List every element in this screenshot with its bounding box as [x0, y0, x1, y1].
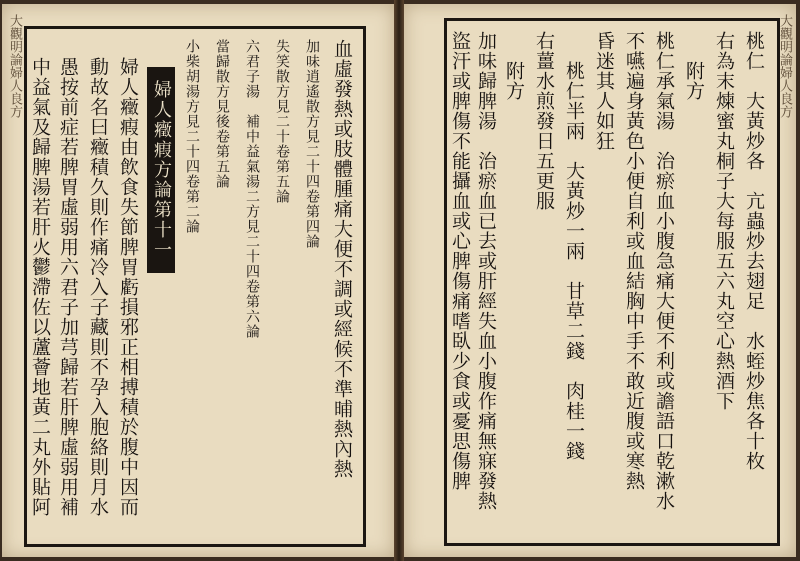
right-col-11: 盜汗或脾傷不能攝血或心脾傷痛嗜臥少食或憂思傷脾: [449, 31, 471, 491]
left-col-6: 小柴胡湯方見二十四卷第二論: [184, 39, 200, 234]
right-page-frame: [444, 18, 780, 546]
left-col-9: 愚按前症若脾胃虛弱用六君子加芎歸若肝脾虛弱用補: [57, 57, 79, 517]
left-col-2: 加味逍遙散方見二十四卷第四論: [304, 39, 320, 249]
left-col-5: 當歸散方見後卷第五論: [214, 39, 230, 189]
right-margin-text: 大觀明論婦人良方: [777, 14, 792, 118]
left-col-8: 動故名曰癥積久則作痛冷入子藏則不孕入胞絡則月水: [87, 57, 109, 517]
right-col-2: 右為末煉蜜丸桐子大每服五六丸空心熱酒下: [713, 31, 735, 411]
left-col-4: 六君子湯 補中益氣湯二方見二十四卷第六論: [244, 39, 260, 339]
right-col-1: 桃仁 大黃炒各 亢蟲炒去翅足 水蛭炒焦各十枚: [743, 31, 765, 471]
right-col-3: 附方: [683, 61, 705, 101]
right-col-5: 不嚥遍身黃色小便自利或血結胸中手不敢近腹或寒熱: [623, 31, 645, 491]
right-col-6: 昏迷其人如狂: [593, 31, 615, 151]
section-title-block: 婦人癥瘕方論第十一: [147, 67, 175, 273]
right-col-7: 桃仁半兩 大黃炒一兩 甘草二錢 肉桂一錢: [563, 61, 585, 461]
left-page: [2, 4, 394, 557]
right-col-8: 右薑水煎發日五更服: [533, 31, 555, 211]
left-margin-text: 大觀明論婦人良方: [7, 14, 22, 118]
right-col-9: 附方: [503, 61, 525, 101]
book-gutter: [394, 0, 404, 561]
left-col-10: 中益氣及歸脾湯若肝火鬱滯佐以蘆薈地黃二丸外貼阿: [29, 57, 51, 517]
right-col-4: 桃仁承氣湯 治瘀血小腹急痛大便不利或譫語口乾漱水: [653, 31, 675, 511]
left-col-1: 血虛發熱或肢體腫痛大便不調或經候不準晡熱內熱: [331, 39, 353, 479]
right-page: [404, 4, 796, 557]
left-page-frame: [24, 26, 366, 547]
left-col-7: 婦人癥瘕由飲食失節脾胃虧損邪正相搏積於腹中因而: [117, 57, 139, 517]
left-col-3: 失笑散方見二十卷第五論: [274, 39, 290, 204]
right-col-10: 加味歸脾湯 治瘀血已去或肝經失血小腹作痛無寐發熱: [475, 31, 497, 511]
